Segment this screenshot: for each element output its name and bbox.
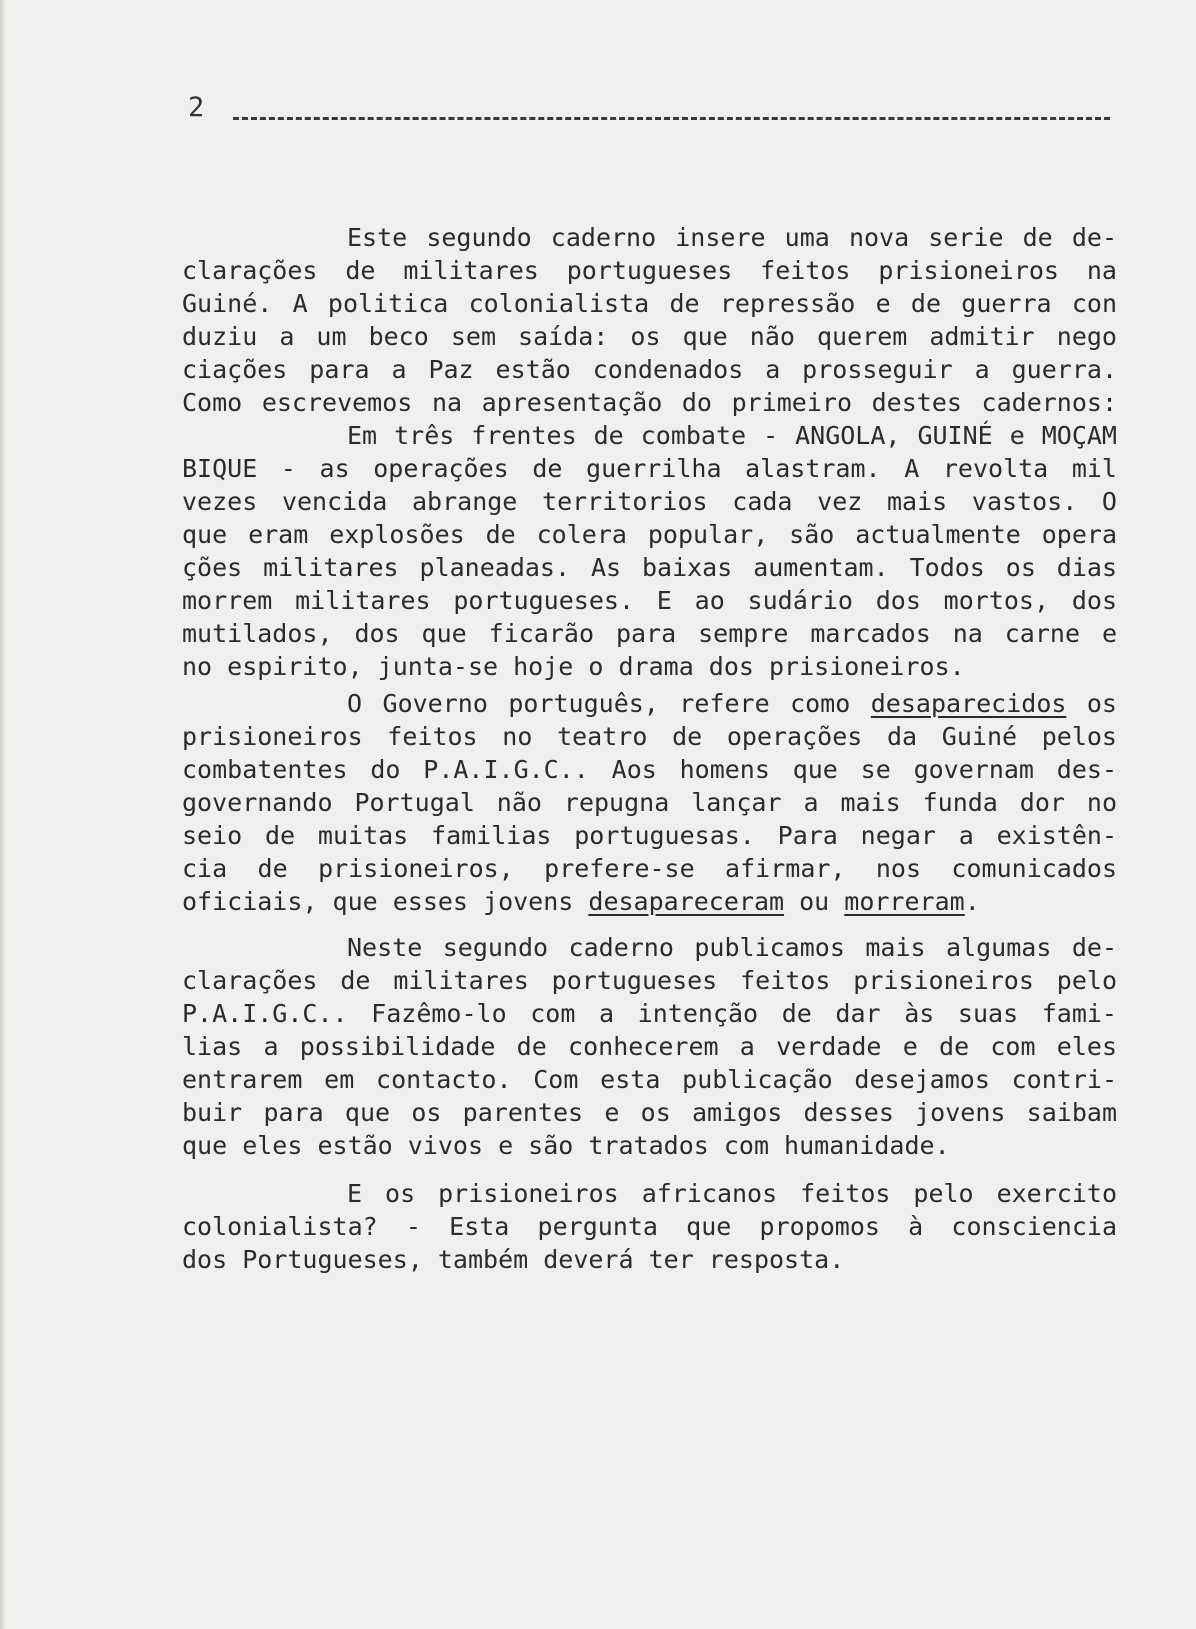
paragraph-2 — [182, 687, 1117, 918]
text-line: governando Portugal não repugna lançar a mais funda dor no — [182, 788, 1117, 817]
text-line: dos Portugueses, também deverá ter resposta. — [182, 1245, 845, 1274]
text-line: Em três frentes de combate - ANGOLA, GUINÉ e MOÇAM — [347, 421, 1117, 450]
text-line: seio de muitas familias portuguesas. Para negar a existên- — [182, 821, 1117, 850]
text-line: Este segundo caderno insere uma nova serie de de- — [347, 223, 1117, 252]
text-line: colonialista? - Esta pergunta que propomos à consciencia — [182, 1212, 1117, 1241]
paragraph-4 — [182, 1177, 1117, 1276]
text-line: Neste segundo caderno publicamos mais algumas de- — [347, 933, 1117, 962]
text-line: clarações de militares portugueses feitos prisioneiros pelo — [182, 966, 1117, 995]
page-header — [188, 88, 1123, 128]
text-line: Como escrevemos na apresentação do primeiro destes cadernos: — [182, 388, 1117, 417]
text-line: morrem militares portugueses. E ao sudário dos mortos, dos — [182, 586, 1117, 615]
page-number: 2 — [188, 92, 205, 123]
text-line: combatentes do P.A.I.G.C.. Aos homens que se governam des- — [182, 755, 1117, 784]
text-line: prisioneiros feitos no teatro de operações da Guiné pelos — [182, 722, 1117, 751]
paragraph-3 — [182, 931, 1117, 1162]
text-line: P.A.I.G.C.. Fazêmo-lo com a intenção de dar às suas fami- — [182, 999, 1117, 1028]
text-line: entrarem em contacto. Com esta publicação desejamos contri- — [182, 1065, 1117, 1094]
text-line: E os prisioneiros africanos feitos pelo exercito — [347, 1179, 1117, 1208]
page-edge-shadow — [0, 0, 6, 1629]
text-line: buir para que os parentes e os amigos desses jovens saibam — [182, 1098, 1117, 1127]
text-line: mutilados, dos que ficarão para sempre marcados na carne e — [182, 619, 1117, 648]
text-line: que eram explosões de colera popular, são actualmente opera — [182, 520, 1117, 549]
text-line: que eles estão vivos e são tratados com humanidade. — [182, 1131, 950, 1160]
paragraph-1 — [182, 221, 1117, 683]
text-line: oficiais, que esses jovens desapareceram ou morreram. — [182, 887, 980, 916]
text-line: O Governo português, refere como desaparecidos os — [347, 689, 1117, 718]
text-line: Guiné. A politica colonialista de repressão e de guerra con — [182, 289, 1117, 318]
text-line: ções militares planeadas. As baixas aumentam. Todos os dias — [182, 553, 1117, 582]
dashed-rule — [233, 117, 1110, 120]
text-line: lias a possibilidade de conhecerem a verdade e de com eles — [182, 1032, 1117, 1061]
text-line: vezes vencida abrange territorios cada vez mais vastos. O — [182, 487, 1117, 516]
text-line: no espirito, junta-se hoje o drama dos prisioneiros. — [182, 652, 965, 681]
text-line: cia de prisioneiros, prefere-se afirmar, nos comunicados — [182, 854, 1117, 883]
text-line: ciações para a Paz estão condenados a prosseguir a guerra. — [182, 355, 1117, 384]
text-line: BIQUE - as operações de guerrilha alastram. A revolta mil — [182, 454, 1117, 483]
text-line: clarações de militares portugueses feitos prisioneiros na — [182, 256, 1117, 285]
text-line: duziu a um beco sem saída: os que não querem admitir nego — [182, 322, 1117, 351]
